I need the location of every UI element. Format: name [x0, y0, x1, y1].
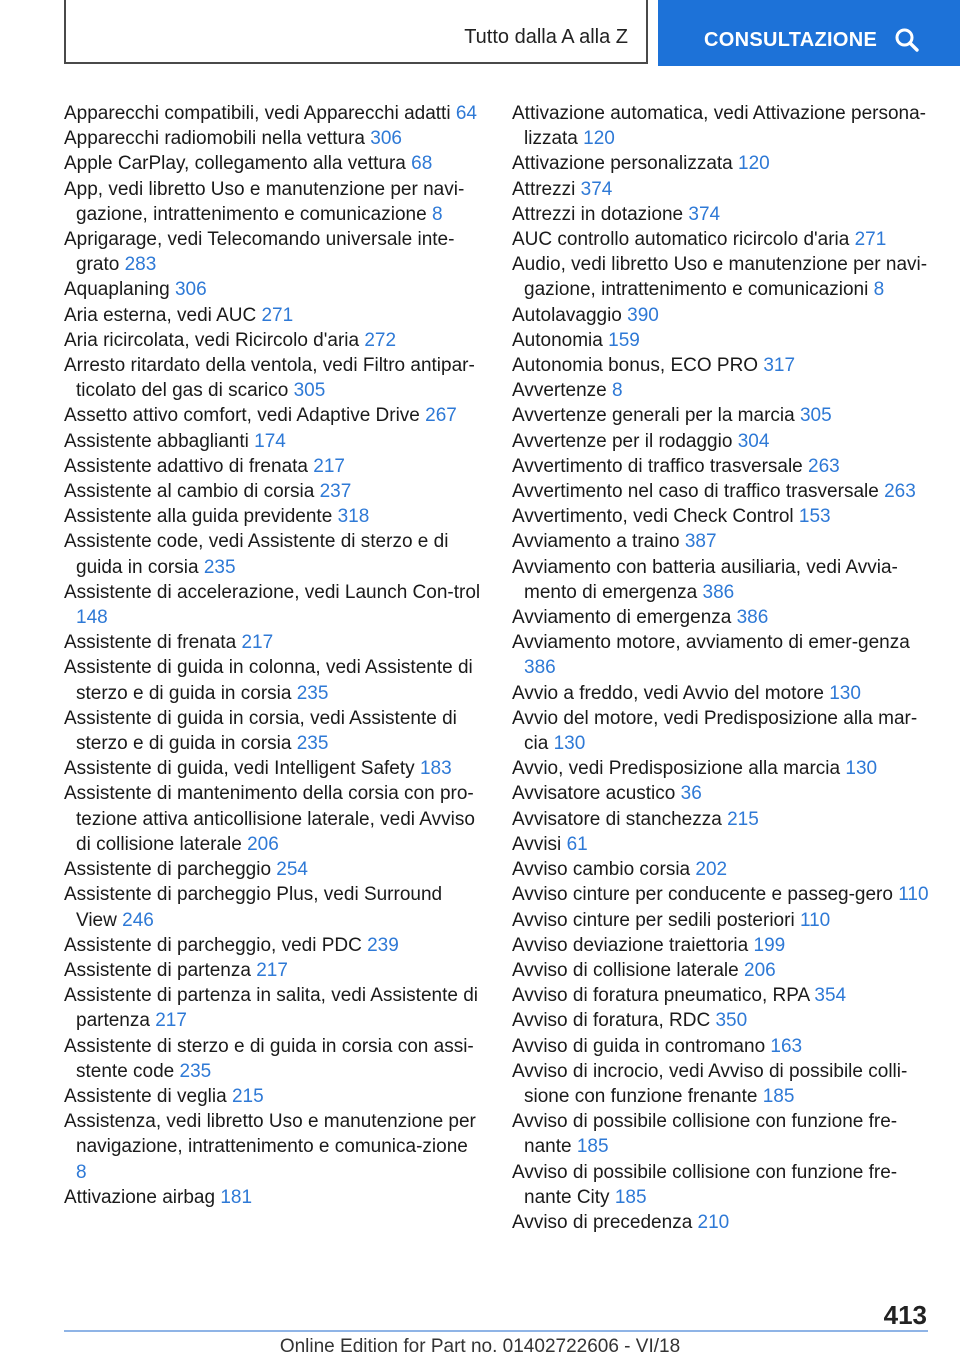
index-entry: [64, 353, 482, 403]
index-entry: [64, 529, 482, 579]
index-entry: [64, 1185, 482, 1210]
index-column-left: [64, 101, 482, 1210]
footer-divider: [64, 1330, 928, 1332]
entry-term: Assistente di veglia: [64, 1085, 227, 1107]
entry-term: Apparecchi compatibili, vedi Apparecchi adatti: [64, 103, 451, 124]
entry-page-link[interactable]: 217: [241, 632, 274, 654]
entry-page-link[interactable]: 272: [364, 329, 397, 351]
entry-term: Autonomia: [512, 329, 603, 351]
section-title: Tutto dalla A alla Z: [464, 26, 628, 48]
entry-term: Avviamento a traino: [512, 531, 680, 553]
entry-page-link[interactable]: 386: [736, 607, 769, 629]
entry-term: Assistente adattivo di frenata: [64, 455, 308, 477]
entry-term: Attivazione personalizzata: [512, 153, 733, 175]
index-entry: [512, 101, 932, 151]
index-entry: [512, 529, 932, 554]
entry-term: Avviso di possibile collisione con funzione fre-nante: [512, 1111, 898, 1158]
index-entry: [512, 378, 932, 403]
entry-term: Attivazione airbag: [64, 1186, 216, 1208]
entry-page-link[interactable]: 235: [179, 1060, 212, 1082]
index-entry: [64, 1084, 482, 1109]
index-entry: [512, 681, 932, 706]
index-entry: [512, 781, 932, 806]
entry-page-link[interactable]: 130: [829, 682, 861, 704]
entry-term: Avviamento con batteria ausiliaria, vedi Avvia-mento di emergenza: [512, 556, 898, 603]
index-entry: [512, 555, 932, 605]
index-entry: [512, 403, 932, 428]
entry-page-link[interactable]: 163: [770, 1035, 803, 1057]
index-entry: [512, 706, 932, 756]
entry-page-link[interactable]: 386: [524, 657, 556, 679]
entry-term: Attrezzi: [512, 178, 576, 200]
index-entry: [512, 958, 932, 983]
entry-page-link[interactable]: 283: [124, 254, 157, 276]
entry-page-link[interactable]: 8: [76, 1161, 87, 1183]
entry-term: Assistente di guida in colonna, vedi Assistente di sterzo e di guida in corsia: [64, 657, 473, 704]
entry-term: Audio, vedi libretto Uso e manutenzione per navi-gazione, intrattenimento e comunicazioni: [512, 254, 928, 301]
index-entry: [512, 429, 932, 454]
search-icon: [894, 27, 920, 53]
entry-term: Assistente di partenza: [64, 959, 251, 981]
entry-page-link[interactable]: 130: [845, 758, 878, 780]
entry-page-link[interactable]: 217: [313, 455, 345, 477]
entry-term: Apple CarPlay, collegamento alla vettura: [64, 153, 406, 175]
entry-page-link[interactable]: 239: [367, 934, 399, 956]
entry-page-link[interactable]: 185: [614, 1186, 647, 1208]
index-entry: [64, 429, 482, 454]
entry-page-link[interactable]: 110: [898, 884, 929, 906]
index-entry: [64, 227, 482, 277]
entry-page-link[interactable]: 8: [611, 380, 623, 402]
entry-page-link[interactable]: 235: [203, 556, 236, 578]
index-entry: [64, 756, 482, 781]
index-entry: [512, 832, 932, 857]
entry-page-link[interactable]: 8: [873, 279, 885, 301]
index-entry: [64, 882, 482, 932]
section-header-box: [64, 0, 648, 64]
index-entry: [64, 403, 482, 428]
entry-page-link[interactable]: 237: [319, 481, 352, 503]
entry-term: Avvertimento nel caso di traffico trasversale: [512, 481, 879, 503]
entry-term: Avvisatore di stanchezza: [512, 808, 722, 830]
entry-term: Assistente di guida in corsia, vedi Assistente di sterzo e di guida in corsia: [64, 707, 457, 755]
entry-term: Avvertimento, vedi Check Control: [512, 506, 794, 528]
tab-label: CONSULTAZIONE: [704, 29, 878, 51]
index-entry: [64, 580, 482, 630]
entry-term: Assistente di partenza in salita, vedi Assistente di partenza: [64, 985, 479, 1032]
entry-term: Assistente di sterzo e di guida in corsia con assi-stente code: [64, 1035, 474, 1082]
entry-term: Avviso cambio corsia: [512, 859, 691, 881]
entry-term: Avvertenze: [512, 380, 607, 402]
entry-page-link[interactable]: 130: [553, 733, 586, 755]
entry-page-link[interactable]: 36: [680, 783, 702, 805]
index-entry: [512, 882, 932, 907]
entry-term: Avviamento di emergenza: [512, 607, 732, 629]
entry-term: Assistente di parcheggio Plus, vedi Surround View: [64, 884, 443, 931]
entry-page-link[interactable]: 215: [727, 808, 759, 830]
entry-term: Aprigarage, vedi Telecomando universale inte-grato: [64, 229, 455, 276]
index-entry: [512, 1210, 932, 1235]
entry-page-link[interactable]: 185: [576, 1136, 609, 1158]
entry-page-link[interactable]: 159: [608, 329, 640, 351]
index-entry: [64, 983, 482, 1033]
index-entry: [64, 303, 482, 328]
entry-page-link[interactable]: 374: [688, 203, 721, 225]
index-entry: [512, 1160, 932, 1210]
index-entry: [512, 605, 932, 630]
entry-page-link[interactable]: 271: [261, 304, 294, 326]
entry-page-link[interactable]: 68: [411, 153, 433, 175]
entry-page-link[interactable]: 235: [296, 733, 329, 755]
entry-term: Assistente di parcheggio: [64, 859, 272, 881]
entry-page-link[interactable]: 210: [697, 1211, 730, 1233]
entry-page-link[interactable]: 215: [231, 1085, 264, 1107]
entry-page-link[interactable]: 206: [247, 833, 279, 855]
index-entry: [512, 479, 932, 504]
entry-page-link[interactable]: 199: [753, 934, 786, 956]
entry-page-link[interactable]: 110: [799, 909, 831, 931]
tab-consultazione[interactable]: [658, 0, 960, 66]
index-entry: [512, 807, 932, 832]
index-column-right: [512, 101, 932, 1235]
entry-page-link[interactable]: 61: [566, 833, 588, 855]
entry-page-link[interactable]: 64: [455, 103, 477, 124]
index-entry: [64, 958, 482, 983]
index-entry: [64, 630, 482, 655]
index-entry: [512, 252, 932, 302]
index-entry: [512, 303, 932, 328]
entry-term: Assistente di accelerazione, vedi Launch Con-trol: [64, 581, 481, 603]
entry-page-link[interactable]: 271: [854, 229, 887, 251]
entry-page-link[interactable]: 304: [737, 430, 770, 452]
entry-page-link[interactable]: 185: [762, 1085, 795, 1107]
entry-page-link[interactable]: 148: [76, 607, 108, 629]
entry-page-link[interactable]: 386: [702, 581, 735, 603]
entry-term: Autolavaggio: [512, 304, 622, 326]
index-entry: [64, 101, 482, 126]
entry-page-link[interactable]: 174: [254, 430, 286, 452]
index-entry: [64, 126, 482, 151]
entry-term: Attivazione automatica, vedi Attivazione persona-lizzata: [512, 103, 927, 150]
index-entry: [512, 504, 932, 529]
entry-term: Avvio del motore, vedi Predisposizione alla mar-cia: [512, 707, 918, 755]
index-entry: [64, 328, 482, 353]
entry-term: Attrezzi in dotazione: [512, 203, 684, 225]
entry-term: Assetto attivo comfort, vedi Adaptive Drive: [64, 405, 420, 427]
index-entry: [512, 328, 932, 353]
index-entry: [512, 1109, 932, 1159]
index-entry: [512, 983, 932, 1008]
entry-term: Arresto ritardato della ventola, vedi Filtro antipar-ticolato del gas di scarico: [64, 355, 475, 402]
index-entry: [64, 151, 482, 176]
entry-page-link[interactable]: 183: [419, 758, 452, 780]
entry-term: Avvisi: [512, 833, 562, 855]
index-entry: [512, 151, 932, 176]
index-entry: [512, 1008, 932, 1033]
entry-page-link[interactable]: 217: [256, 959, 288, 981]
entry-page-link[interactable]: 120: [738, 153, 770, 175]
entry-page-link[interactable]: 202: [695, 859, 728, 881]
entry-term: Assistente code, vedi Assistente di sterzo e di guida in corsia: [64, 531, 449, 578]
page-number: 413: [883, 1300, 927, 1330]
entry-term: Avvio, vedi Predisposizione alla marcia: [512, 758, 841, 780]
entry-page-link[interactable]: 246: [122, 909, 154, 931]
entry-term: Avvertimento di traffico trasversale: [512, 455, 803, 477]
index-entry: [512, 177, 932, 202]
index-entry: [512, 1034, 932, 1059]
index-entry: [512, 454, 932, 479]
index-entry: [512, 227, 932, 252]
entry-page-link[interactable]: 306: [174, 279, 207, 301]
entry-page-link[interactable]: 8: [431, 203, 443, 225]
entry-page-link[interactable]: 387: [684, 531, 717, 553]
entry-page-link[interactable]: 318: [337, 506, 370, 528]
entry-term: Assistente di frenata: [64, 632, 237, 654]
entry-page-link[interactable]: 267: [425, 405, 457, 427]
entry-term: Aria ricircolata, vedi Ricircolo d'aria: [64, 329, 360, 351]
index-entry: [64, 177, 482, 227]
index-entry: [64, 454, 482, 479]
entry-term: Avviso di guida in contromano: [512, 1035, 766, 1057]
edition-footer: Online Edition for Part no. 01402722606 - VI/18: [279, 1336, 681, 1357]
entry-term: AUC controllo automatico ricircolo d'aria: [512, 229, 850, 251]
entry-term: Avviso di collisione laterale: [512, 959, 739, 981]
index-entry: [64, 1034, 482, 1084]
entry-term: App, vedi libretto Uso e manutenzione per navi-gazione, intrattenimento e comunicazione: [64, 178, 465, 225]
index-entry: [64, 655, 482, 705]
index-entry: [512, 630, 932, 680]
entry-term: Avviamento motore, avviamento di emer-genza: [512, 632, 910, 654]
entry-term: Assistenza, vedi libretto Uso e manutenzione per navigazione, intrattenimento e comunica-zione: [64, 1111, 476, 1158]
index-entry: [512, 857, 932, 882]
entry-page-link[interactable]: 317: [763, 355, 796, 377]
entry-page-link[interactable]: 306: [370, 128, 402, 150]
entry-term: Avviso di precedenza: [512, 1211, 693, 1233]
entry-page-link[interactable]: 120: [583, 128, 615, 150]
entry-page-link[interactable]: 235: [296, 682, 329, 704]
entry-term: Avvertenze per il rodaggio: [512, 430, 733, 452]
entry-term: Avvio a freddo, vedi Avvio del motore: [512, 682, 824, 704]
index-entry: [512, 353, 932, 378]
index-entry: [64, 933, 482, 958]
entry-page-link[interactable]: 354: [814, 985, 847, 1007]
entry-term: Avvertenze generali per la marcia: [512, 405, 795, 427]
index-entry: [512, 933, 932, 958]
entry-term: Avviso deviazione traiettoria: [512, 934, 749, 956]
entry-term: Assistente di mantenimento della corsia con pro-tezione attiva anticollisione laterale, vedi Avviso di collisione laterale: [64, 783, 475, 855]
entry-page-link[interactable]: 305: [293, 380, 326, 402]
entry-page-link[interactable]: 350: [715, 1010, 748, 1032]
entry-term: Aquaplaning: [64, 279, 170, 301]
entry-page-link[interactable]: 153: [798, 506, 831, 528]
entry-term: Assistente abbaglianti: [64, 430, 249, 452]
entry-term: Avviso di foratura pneumatico, RPA: [512, 985, 810, 1007]
entry-term: Avviso di foratura, RDC: [512, 1010, 711, 1032]
entry-term: Assistente alla guida previdente: [64, 506, 333, 528]
entry-page-link[interactable]: 206: [744, 959, 776, 981]
entry-page-link[interactable]: 181: [220, 1186, 253, 1208]
index-entry: [64, 1109, 482, 1185]
entry-page-link[interactable]: 374: [580, 178, 613, 200]
index-entry: [64, 781, 482, 857]
entry-term: Assistente al cambio di corsia: [64, 481, 315, 503]
index-entry: [64, 857, 482, 882]
entry-page-link[interactable]: 263: [808, 455, 840, 477]
entry-term: Avviso di possibile collisione con funzione fre-nante City: [512, 1161, 898, 1208]
index-entry: [64, 504, 482, 529]
index-entry: [512, 202, 932, 227]
entry-term: Autonomia bonus, ECO PRO: [512, 355, 759, 377]
entry-term: Avviso cinture per conducente e passeg-gero: [512, 884, 893, 906]
entry-page-link[interactable]: 254: [276, 859, 308, 881]
entry-page-link[interactable]: 390: [627, 304, 659, 326]
index-entry: [512, 1059, 932, 1109]
index-entry: [512, 908, 932, 933]
entry-term: Avviso di incrocio, vedi Avviso di possibile colli-sione con funzione frenante: [512, 1060, 908, 1107]
entry-page-link[interactable]: 305: [799, 405, 832, 427]
entry-term: Aria esterna, vedi AUC: [64, 304, 257, 326]
index-entry: [64, 277, 482, 302]
entry-page-link[interactable]: 217: [155, 1010, 187, 1032]
entry-term: Assistente di guida, vedi Intelligent Safety: [64, 758, 415, 780]
entry-term: Apparecchi radiomobili nella vettura: [64, 128, 365, 150]
index-entry: [512, 756, 932, 781]
entry-term: Assistente di parcheggio, vedi PDC: [64, 934, 362, 956]
entry-term: Avvisatore acustico: [512, 783, 676, 805]
index-entry: [64, 479, 482, 504]
entry-page-link[interactable]: 263: [884, 481, 916, 503]
index-entry: [64, 706, 482, 756]
entry-term: Avviso cinture per sedili posteriori: [512, 909, 795, 931]
